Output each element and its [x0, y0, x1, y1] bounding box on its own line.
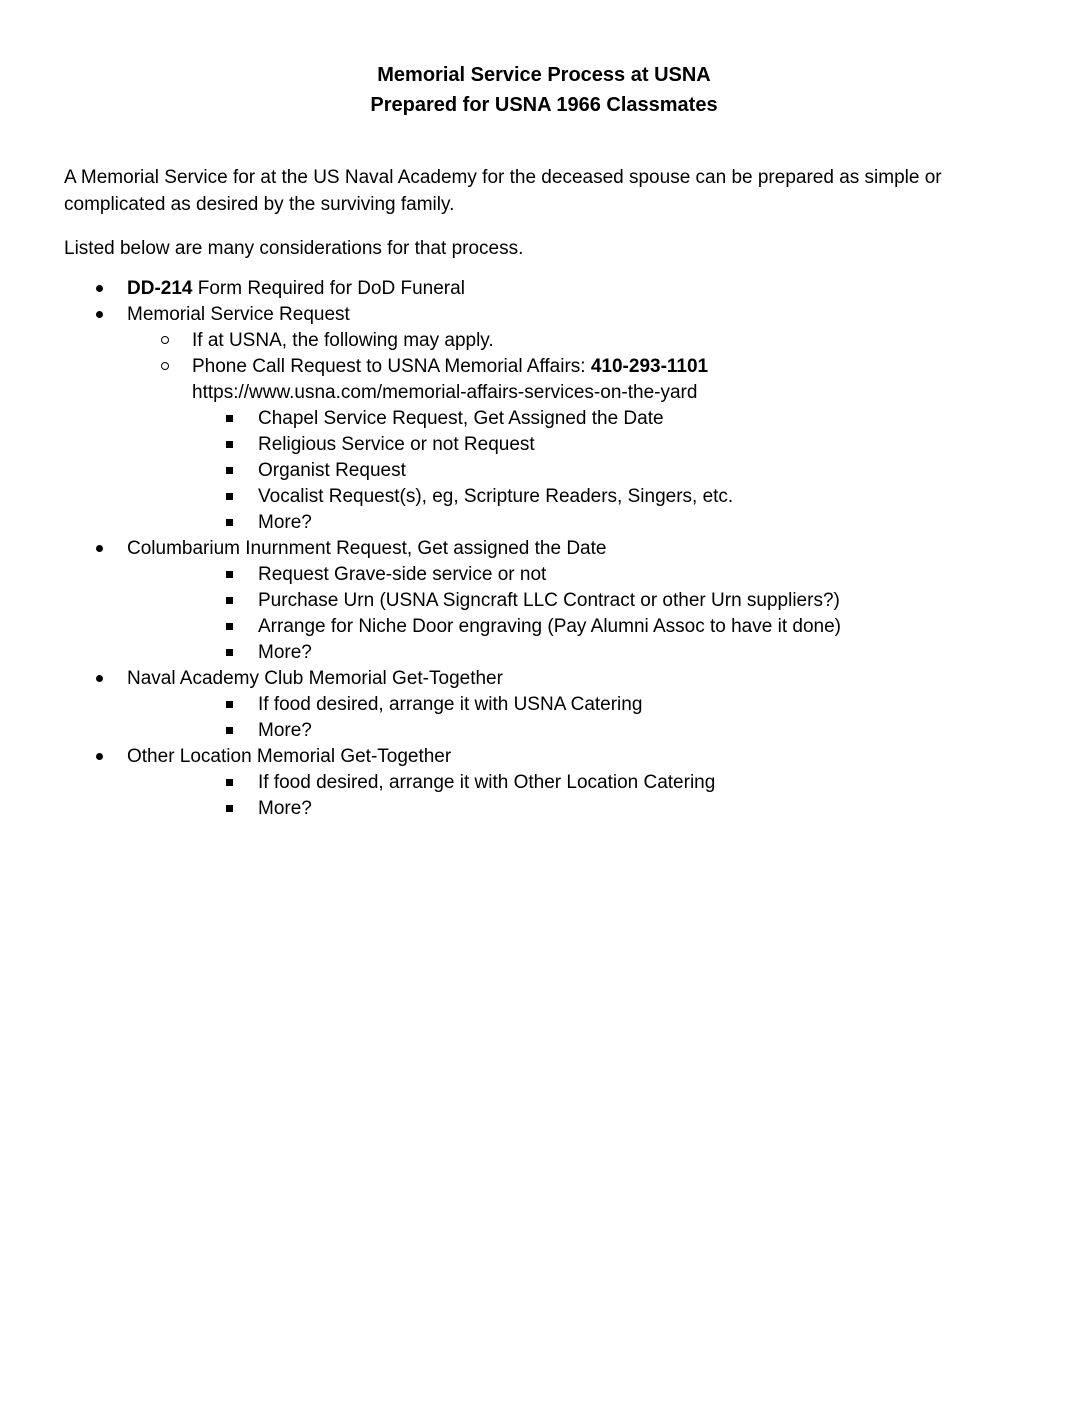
bullet-square-icon: [226, 701, 233, 708]
bullet-square-icon: [226, 597, 233, 604]
list-item: [0, 796, 1088, 822]
list-item: [0, 328, 1088, 354]
list-item: [0, 406, 1088, 432]
list-item: [0, 276, 1088, 302]
bullet-disc-icon: [96, 675, 103, 682]
bullet-square-icon: [226, 727, 233, 734]
bullet-disc-icon: [96, 753, 103, 760]
list-item: [0, 692, 1088, 718]
lead-in-paragraph: Listed below are many considerations for that process.: [64, 238, 524, 259]
list-item: [0, 562, 1088, 588]
list-item-text: Vocalist Request(s), eg, Scripture Readers, Singers, etc.: [258, 486, 734, 507]
list-item: [0, 380, 1088, 406]
list-item-text: Other Location Memorial Get-Together: [127, 746, 452, 767]
list-item-text: Request Grave-side service or not: [258, 564, 547, 585]
list-item: [0, 718, 1088, 744]
list-item: [0, 458, 1088, 484]
list-item: [0, 302, 1088, 328]
list-item: [0, 744, 1088, 770]
list-item-text: If at USNA, the following may apply.: [192, 330, 494, 351]
list-item-text: Phone Call Request to USNA Memorial Affairs:: [192, 356, 591, 377]
document-title: Memorial Service Process at USNA: [377, 64, 711, 86]
document-subtitle: Prepared for USNA 1966 Classmates: [370, 94, 718, 116]
list-item: [0, 640, 1088, 666]
list-item-text: DD-214: [127, 278, 193, 299]
list-item-text: Arrange for Niche Door engraving (Pay Alumni Assoc to have it done): [258, 616, 841, 637]
bullet-disc-icon: [96, 545, 103, 552]
bullet-circle-icon: [161, 362, 169, 370]
list-item-text: https://www.usna.com/memorial-affairs-services-on-the-yard: [192, 382, 698, 403]
considerations-list: [0, 276, 1088, 822]
bullet-square-icon: [226, 805, 233, 812]
list-item: [0, 432, 1088, 458]
list-item-text: Organist Request: [258, 460, 406, 481]
document-title-block: [0, 0, 1088, 120]
bullet-square-icon: [226, 649, 233, 656]
list-item-text: More?: [258, 798, 312, 819]
bullet-circle-icon: [161, 336, 169, 344]
list-item-text: Purchase Urn (USNA Signcraft LLC Contract or other Urn suppliers?): [258, 590, 840, 611]
list-item: [0, 614, 1088, 640]
bullet-square-icon: [226, 493, 233, 500]
bullet-square-icon: [226, 415, 233, 422]
bullet-square-icon: [226, 779, 233, 786]
list-item-text: If food desired, arrange it with Other Location Catering: [258, 772, 716, 793]
list-item-text: More?: [258, 720, 312, 741]
list-item: [0, 666, 1088, 692]
list-item-text: Form Required for DoD Funeral: [192, 278, 465, 299]
bullet-square-icon: [226, 467, 233, 474]
list-item: [0, 588, 1088, 614]
list-item-text: 410-293-1101: [590, 356, 709, 377]
bullet-disc-icon: [96, 285, 103, 292]
intro-paragraph: A Memorial Service for at the US Naval Academy for the deceased spouse can be prepared as simple or complicated as desired by the surviving family.: [64, 167, 942, 215]
list-item-text: More?: [258, 642, 312, 663]
list-item: [0, 536, 1088, 562]
bullet-square-icon: [226, 623, 233, 630]
list-item-text: Columbarium Inurnment Request, Get assigned the Date: [127, 538, 607, 559]
list-item-text: Memorial Service Request: [127, 304, 350, 325]
bullet-disc-icon: [96, 311, 103, 318]
list-item-text: If food desired, arrange it with USNA Catering: [258, 694, 643, 715]
list-item-text: Religious Service or not Request: [258, 434, 535, 455]
bullet-square-icon: [226, 441, 233, 448]
list-item: [0, 510, 1088, 536]
list-item: [0, 770, 1088, 796]
list-item: [0, 354, 1088, 380]
list-item: [0, 484, 1088, 510]
bullet-square-icon: [226, 571, 233, 578]
list-item-text: More?: [258, 512, 312, 533]
list-item-text: Chapel Service Request, Get Assigned the Date: [258, 408, 664, 429]
list-item-text: Naval Academy Club Memorial Get-Together: [127, 668, 503, 689]
bullet-square-icon: [226, 519, 233, 526]
